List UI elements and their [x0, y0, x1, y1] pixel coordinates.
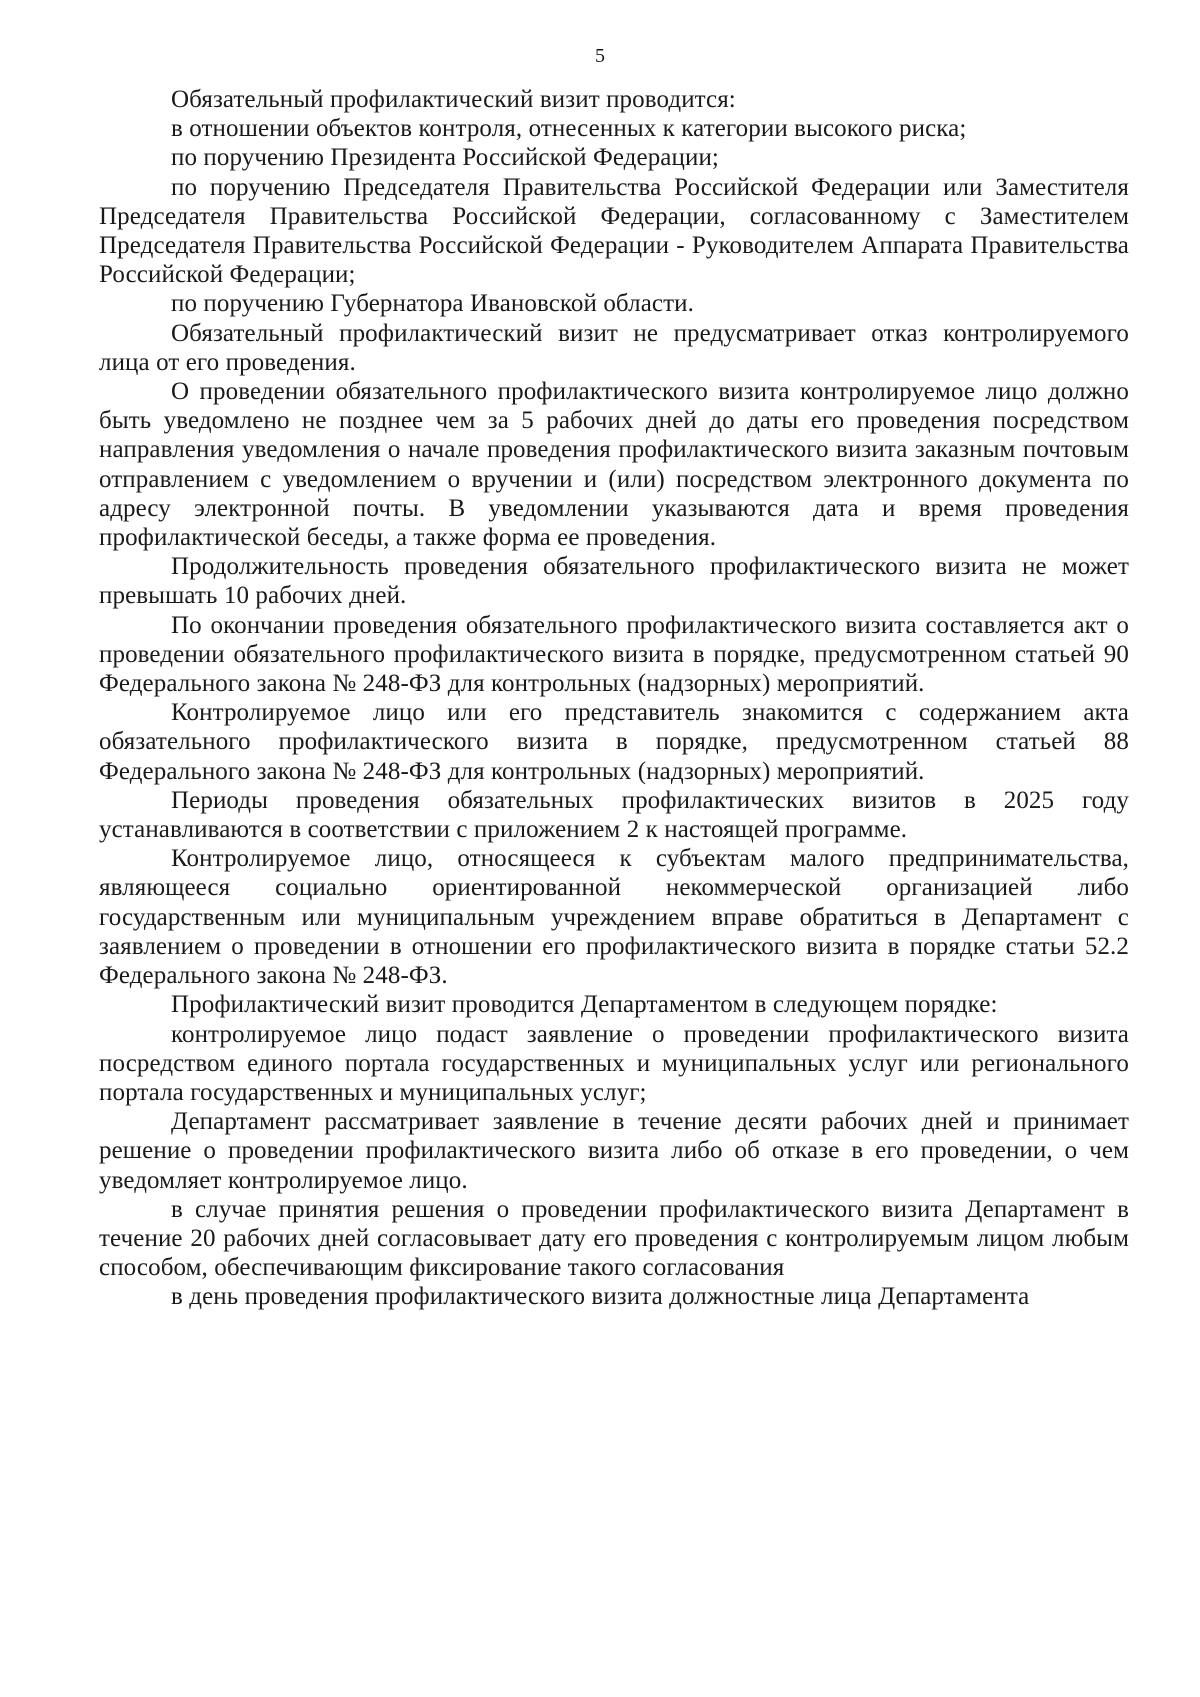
paragraph-7: О проведении обязательного профилактического визита контролируемое лицо должно быть уведомлено не позднее чем за 5 рабочих дней до даты его проведения посредством направления уведомления о начале проведения профилактического визита заказным почтовым отправлением с уведомлением о вручении и (или) посредством электронного документа по адресу электронной почты. В уведомлении указываются дата и время проведения профилактической беседы, а также форма ее проведения.	[99, 378, 1129, 552]
paragraph-5: по поручению Губернатора Ивановской области.	[171, 290, 694, 318]
paragraph-3: по поручению Президента Российской Федерации;	[171, 144, 719, 172]
paragraph-17: в день проведения профилактического визита должностные лица Департамента	[171, 1283, 1030, 1311]
paragraph-1: Обязательный профилактический визит проводится:	[171, 86, 736, 113]
page-number: 5	[595, 45, 605, 67]
paragraph-11: Периоды проведения обязательных профилактических визитов в 2025 году устанавливаются в соответствии с приложением 2 к настоящей программе.	[99, 786, 1129, 844]
paragraph-14: контролируемое лицо подаст заявление о проведении профилактического визита посредством единого портала государственных и муниципальных услуг или регионального портала государственных и муниципальных услуг;	[99, 1020, 1129, 1106]
paragraph-13: Профилактический визит проводится Департаментом в следующем порядке:	[171, 991, 998, 1019]
paragraph-4: по поручению Председателя Правительства Российской Федерации или Заместителя Председателя Правительства Российской Федерации, согласованному с Заместителем Председателя Правительства Российской Федерации - Руководителем Аппарата Правительства Российской Федерации;	[99, 173, 1129, 289]
paragraph-8: Продолжительность проведения обязательного профилактического визита не может превышать 10 рабочих дней.	[99, 553, 1129, 610]
paragraph-2: в отношении объектов контроля, отнесенных к категории высокого риска;	[171, 115, 967, 143]
paragraph-16: в случае принятия решения о проведении профилактического визита Департамент в течение 20 рабочих дней согласовывает дату его проведения с контролируемым лицом любым способом, обеспечивающим фиксирование такого согласования	[99, 1195, 1129, 1282]
paragraph-9: По окончании проведения обязательного профилактического визита составляется акт о проведении обязательного профилактического визита в порядке, предусмотренном статьей 90 Федерального закона № 248-ФЗ для контрольных (надзорных) мероприятий.	[99, 611, 1129, 698]
document-body	[99, 85, 1129, 1312]
paragraph-10: Контролируемое лицо или его представитель знакомится с содержанием акта обязательного профилактического визита в порядке, предусмотренном статьей 88 Федерального закона № 248-ФЗ для контрольных (надзорных) мероприятий.	[99, 699, 1129, 785]
paragraph-12: Контролируемое лицо, относящееся к субъектам малого предпринимательства, являющееся социально ориентированной некоммерческой организацией либо государственным или муниципальным учреждением вправе обратиться в Департамент с заявлением о проведении в отношении его профилактического визита в порядке статьи 52.2 Федерального закона № 248-ФЗ.	[99, 845, 1129, 990]
paragraph-6: Обязательный профилактический визит не предусматривает отказ контролируемого лица от его проведения.	[99, 319, 1129, 376]
paragraph-15: Департамент рассматривает заявление в течение десяти рабочих дней и принимает решение о проведении профилактического визита либо об отказе в его проведении, о чем уведомляет контролируемое лицо.	[99, 1108, 1129, 1194]
